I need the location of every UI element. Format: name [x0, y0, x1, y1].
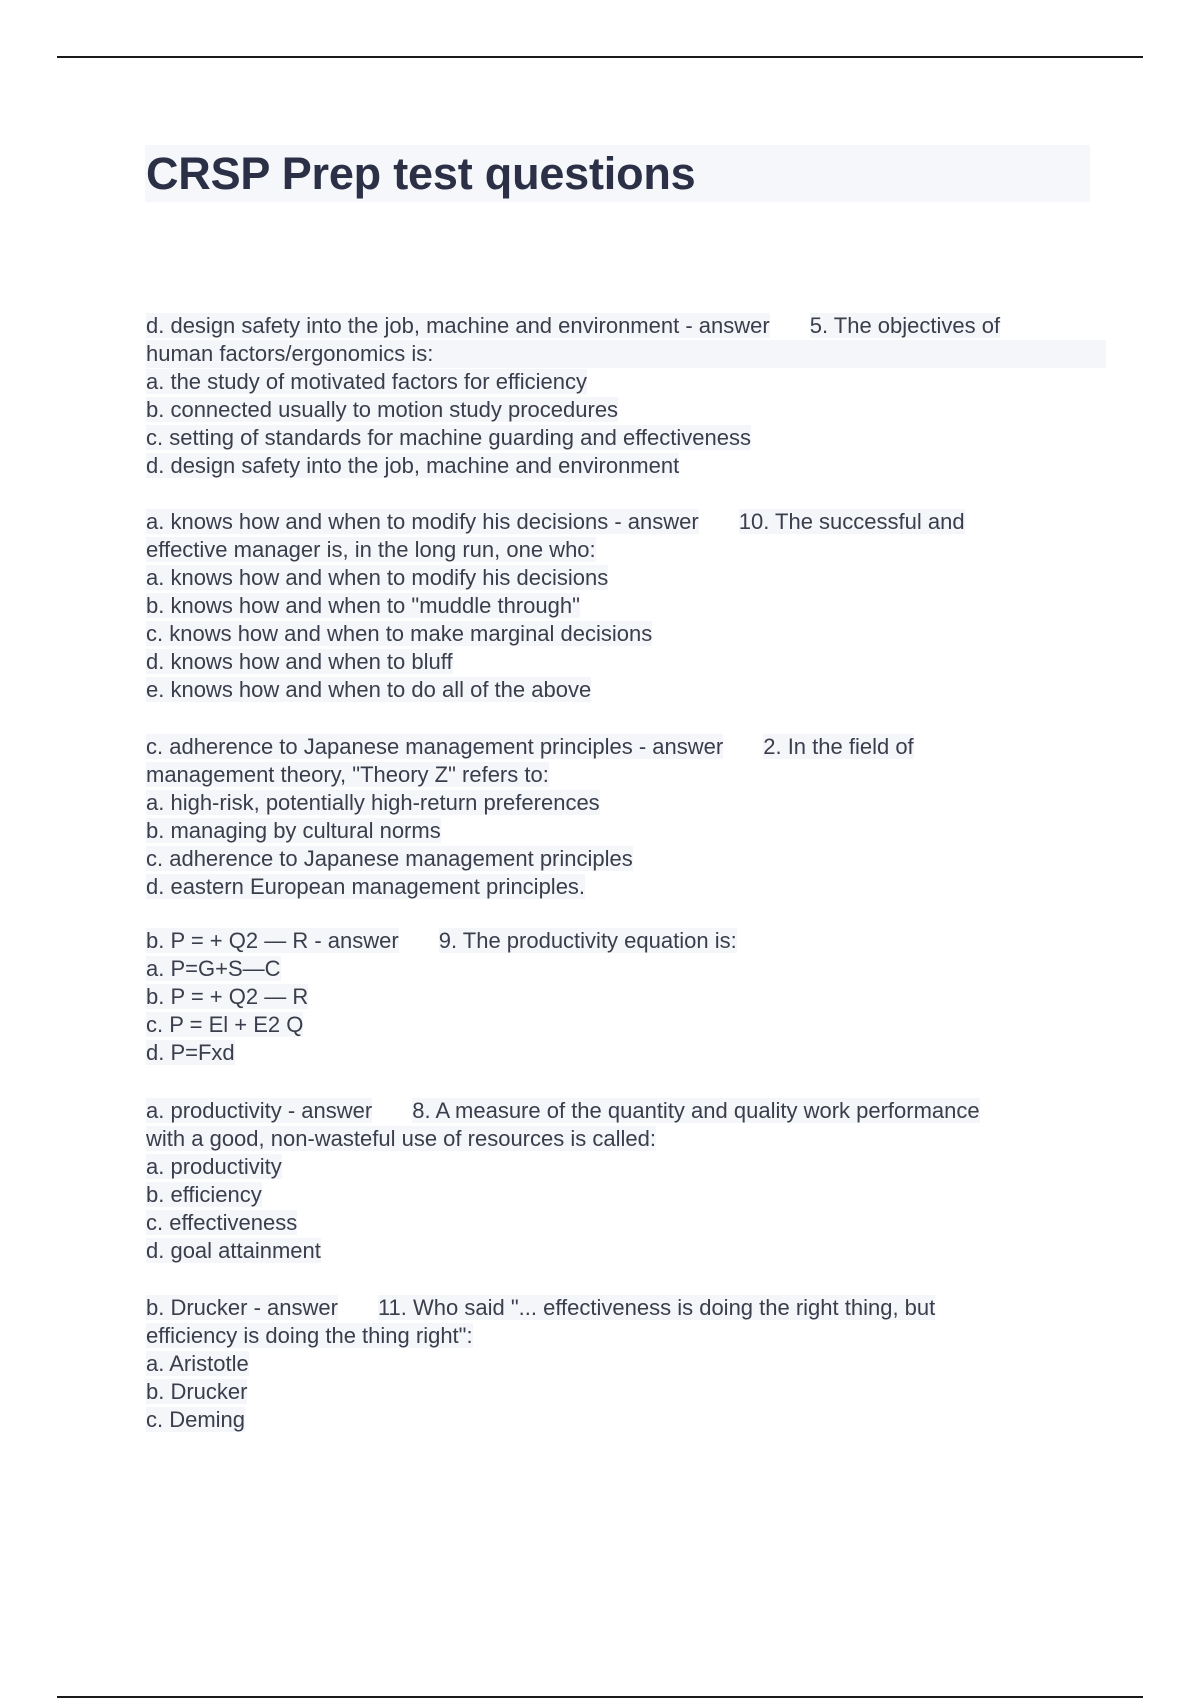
option-item: c. adherence to Japanese management principles — [146, 846, 633, 871]
option-item: c. knows how and when to make marginal decisions — [146, 621, 653, 646]
question-text: 11. Who said "... effectiveness is doing the right thing, but — [377, 1295, 936, 1320]
option-item: d. design safety into the job, machine and environment — [146, 453, 680, 478]
bottom-rule — [57, 1696, 1143, 1698]
question-continuation: effective manager is, in the long run, one who: — [146, 537, 596, 562]
question-continuation: efficiency is doing the thing right": — [146, 1323, 473, 1348]
option-item: a. the study of motivated factors for efficiency — [146, 369, 588, 394]
option-item: c. setting of standards for machine guarding and effectiveness — [146, 425, 751, 450]
qa-block — [146, 1294, 1106, 1434]
option-item: a. P=G+S—C — [146, 956, 281, 981]
option-item: b. Drucker — [146, 1379, 248, 1404]
question-continuation: with a good, non-wasteful use of resources is called: — [146, 1126, 656, 1151]
qa-block — [146, 733, 1106, 901]
option-item: a. Aristotle — [146, 1351, 249, 1376]
option-item: a. productivity — [146, 1154, 282, 1179]
option-item: b. efficiency — [146, 1182, 262, 1207]
option-item: c. Deming — [146, 1407, 246, 1432]
question-text: 10. The successful and — [738, 509, 965, 534]
answer-text: b. P = + Q2 — R - answer — [146, 928, 399, 953]
option-item: d. goal attainment — [146, 1238, 321, 1263]
question-continuation: human factors/ergonomics is: — [146, 340, 1106, 368]
option-item: a. knows how and when to modify his decisions — [146, 565, 609, 590]
qa-header-line — [146, 312, 1106, 340]
top-rule — [57, 56, 1143, 58]
option-item: b. P = + Q2 — R — [146, 984, 309, 1009]
question-continuation: management theory, "Theory Z" refers to: — [146, 762, 549, 787]
qa-header-line — [146, 508, 1106, 536]
option-item: b. knows how and when to "muddle through" — [146, 593, 580, 618]
qa-block — [146, 1097, 1106, 1265]
option-item: e. knows how and when to do all of the above — [146, 677, 592, 702]
option-item: c. effectiveness — [146, 1210, 298, 1235]
option-item: d. eastern European management principles. — [146, 874, 586, 899]
qa-block — [146, 508, 1106, 704]
question-text: 8. A measure of the quantity and quality work performance — [412, 1098, 980, 1123]
qa-header-line — [146, 1294, 1106, 1322]
option-item: d. P=Fxd — [146, 1040, 235, 1065]
qa-header-line — [146, 927, 1106, 955]
option-item: c. P = El + E2 Q — [146, 1012, 304, 1037]
option-item: a. high-risk, potentially high-return preferences — [146, 790, 600, 815]
option-item: d. knows how and when to bluff — [146, 649, 453, 674]
question-text: 5. The objectives of — [809, 313, 1001, 338]
qa-block — [146, 312, 1106, 480]
question-text: 9. The productivity equation is: — [438, 928, 737, 953]
answer-text: a. knows how and when to modify his decisions - answer — [146, 509, 699, 534]
page-title: CRSP Prep test questions — [146, 148, 696, 199]
answer-text: c. adherence to Japanese management principles - answer — [146, 734, 724, 759]
qa-block — [146, 927, 1106, 1067]
option-item: b. connected usually to motion study procedures — [146, 397, 619, 422]
question-text: 2. In the field of — [763, 734, 914, 759]
qa-list — [146, 312, 1106, 1434]
answer-text: b. Drucker - answer — [146, 1295, 338, 1320]
option-item: b. managing by cultural norms — [146, 818, 441, 843]
answer-text: d. design safety into the job, machine and environment - answer — [146, 313, 770, 338]
answer-text: a. productivity - answer — [146, 1098, 373, 1123]
qa-header-line — [146, 1097, 1106, 1125]
qa-header-line — [146, 733, 1106, 761]
